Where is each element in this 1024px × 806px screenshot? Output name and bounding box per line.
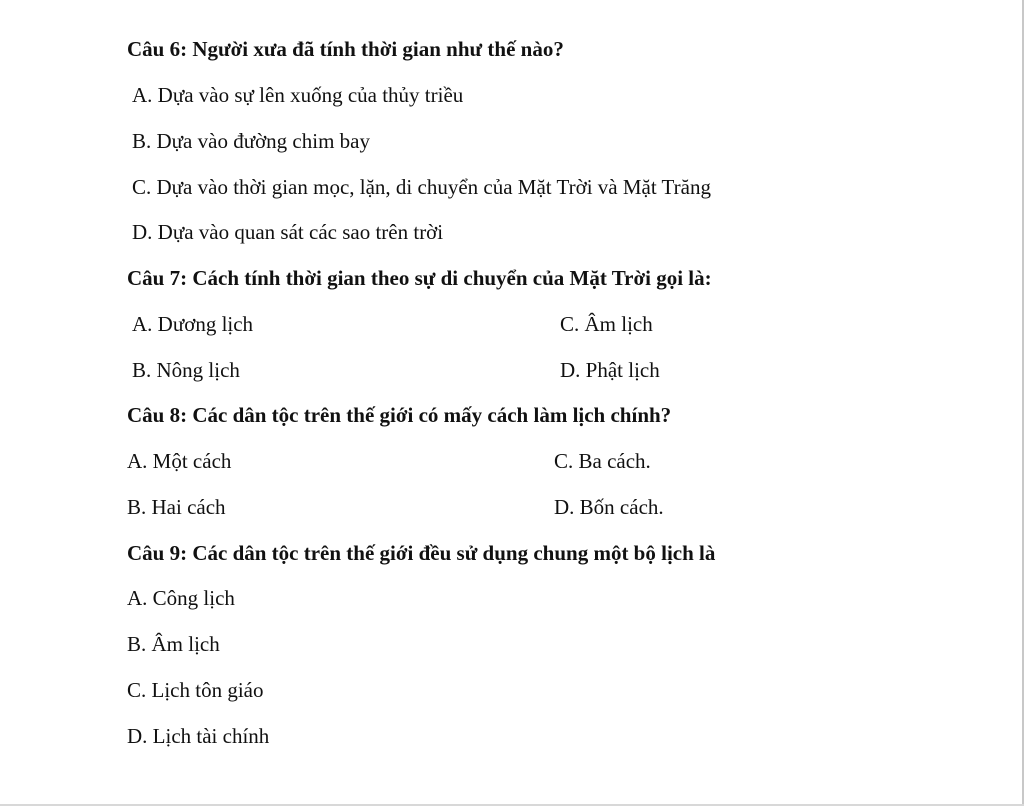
question-7-option-c: C. Âm lịch — [560, 312, 653, 336]
question-8-option-b: B. Hai cách — [127, 495, 226, 519]
question-6-option-d: D. Dựa vào quan sát các sao trên trời — [132, 220, 444, 244]
question-9-option-b: B. Âm lịch — [127, 632, 220, 656]
question-7-option-a: A. Dương lịch — [132, 312, 254, 336]
question-6-option-b: B. Dựa vào đường chim bay — [132, 129, 370, 153]
question-8-option-d: D. Bốn cách. — [554, 495, 664, 519]
question-9-title: Câu 9: Các dân tộc trên thế giới đều sử dụng chung một bộ lịch là — [127, 541, 716, 565]
question-9-option-c: C. Lịch tôn giáo — [127, 678, 264, 702]
question-6-title: Câu 6: Người xưa đã tính thời gian như thế nào? — [127, 37, 564, 61]
question-7-option-d: D. Phật lịch — [560, 358, 660, 382]
question-8-option-c: C. Ba cách. — [554, 449, 651, 473]
question-9-option-a: A. Công lịch — [127, 586, 235, 610]
question-8-title: Câu 8: Các dân tộc trên thế giới có mấy cách làm lịch chính? — [127, 403, 672, 427]
question-6-option-c: C. Dựa vào thời gian mọc, lặn, di chuyển của Mặt Trời và Mặt Trăng — [132, 175, 711, 199]
question-9-option-d: D. Lịch tài chính — [127, 724, 270, 748]
question-7-title: Câu 7: Cách tính thời gian theo sự di chuyển của Mặt Trời gọi là: — [127, 266, 712, 290]
question-7-option-b: B. Nông lịch — [132, 358, 240, 382]
question-6-option-a: A. Dựa vào sự lên xuống của thủy triều — [132, 83, 464, 107]
question-8-option-a: A. Một cách — [127, 449, 232, 473]
